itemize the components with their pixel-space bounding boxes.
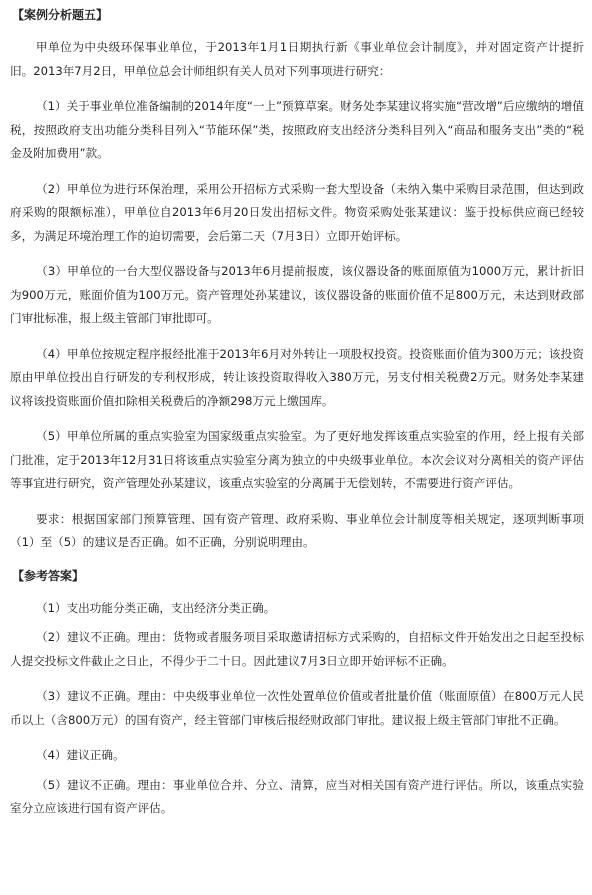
- answer-4: （4）建议正确。: [36, 748, 125, 762]
- item-1: （1）关于事业单位准备编制的2014年度“一上”预算草案。财务处李某建议将实施“营改增”后应缴纳的增值税，按照政府支出功能分类科目列入“节能环保”类，按照政府支出经济分类科目列入“商品和服务支出”类的“税金及附加费用”款。: [10, 99, 584, 160]
- answer-2: （2）建议不正确。理由：货物或者服务项目采取邀请招标方式采购的，自招标文件开始发出之日起至投标人提交投标文件截止之日止，不得少于二十日。因此建议7月3日立即开始评标不正确。: [10, 630, 584, 668]
- item-5: （5）甲单位所属的重点实验室为国家级重点实验室。为了更好地发挥该重点实验室的作用，经上报有关部门批准，定于2013年12月31日将该重点实验室分离为独立的中央级事业单位。本次会议对分离相关的资产评估等事宜进行研究，资产管理处孙某建议，该重点实验室的分离属于无偿划转，不需要进行资产评估。: [10, 429, 584, 490]
- answer-1: （1）支出功能分类正确，支出经济分类正确。: [36, 600, 276, 615]
- answer-heading: 【参考答案】: [12, 568, 85, 583]
- intro-paragraph: 甲单位为中央级环保事业单位，于2013年1月1日期执行新《事业单位会计制度》，并对固定资产计提折旧。2013年7月2日，甲单位总会计师组织有关人员对下列事项进行研究：: [10, 40, 584, 78]
- case-heading: 【案例分析题五】: [12, 8, 109, 22]
- item-2: （2）甲单位为进行环保治理，采用公开招标方式采购一套大型设备（未纳入集中采购目录范围，但达到政府采购的限额标准），甲单位自2013年6月20日发出招标文件。物资采购处张某建议：鉴于投标供应商已经较多，为满足环境治理工作的迫切需要，会后第二天（7月3日）立即开始评标。: [10, 181, 584, 243]
- answer-5: （5）建议不正确。理由：事业单位合并、分立、清算，应当对相关国有资产进行评估。所以，该重点实验室分立应该进行国有资产评估。: [10, 777, 584, 815]
- item-3: （3）甲单位的一台大型仪器设备与2013年6月提前报废，该仪器设备的账面原值为1000万元，累计折旧为900万元，账面价值为100万元。资产管理处孙某建议，该仪器设备的账面价值不足800万元，未达到财政部门审批标准，报上级主管部门审批即可。: [10, 264, 584, 325]
- item-4: （4）甲单位按规定程序报经批准于2013年6月对外转让一项股权投资。投资账面价值为300万元；该投资原由甲单位投出自行研发的专利权形成，转让该投资取得收入380万元，另支付相关税费2万元。财务处李某建议将该投资账面价值扣除相关税费后的净额298万元上缴国库。: [10, 346, 584, 408]
- answer-3: （3）建议不正确。理由：中央级事业单位一次性处置单位价值或者批量价值（账面原值）在800万元人民币以上（含800万元）的国有资产，经主管部门审核后报经财政部门审批。建议报上级主管部门审批不正确。: [10, 689, 584, 727]
- requirement-paragraph: 要求：根据国家部门预算管理、国有资产管理、政府采购、事业单位会计制度等相关规定，逐项判断事项（1）至（5）的建议是否正确。如不正确，分别说明理由。: [10, 511, 584, 549]
